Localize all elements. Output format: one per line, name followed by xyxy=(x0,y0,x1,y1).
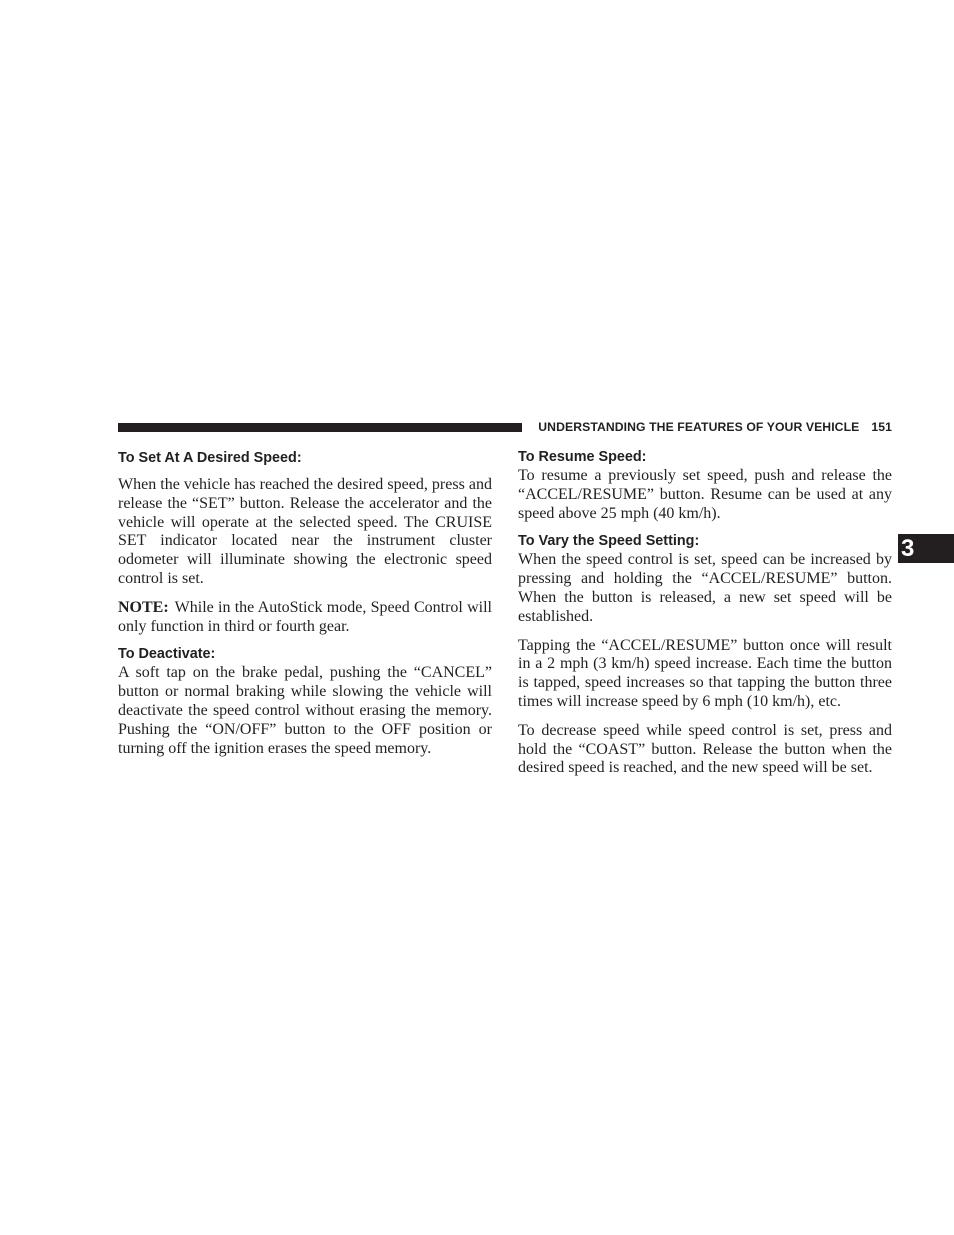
vary-body-1: When the speed control is set, speed can be increased by pressing and holding the “ACCEL/RESUME” button. When the button is released, a new set speed will be established. xyxy=(518,551,892,625)
section-title: UNDERSTANDING THE FEATURES OF YOUR VEHICLE xyxy=(538,420,860,434)
page-number: 151 xyxy=(871,420,892,434)
left-column xyxy=(118,448,492,758)
right-column xyxy=(518,447,892,778)
note-text: While in the AutoStick mode, Speed Control will only function in third or fourth gear. xyxy=(118,598,492,635)
header-rule xyxy=(118,423,522,432)
resume-body: To resume a previously set speed, push and release the “ACCEL/RESUME” button. Resume can be used at any speed above 25 mph (40 km/h). xyxy=(518,467,892,522)
deactivate-body: A soft tap on the brake pedal, pushing the “CANCEL” button or normal braking while slowing the vehicle will deactivate the speed control without erasing the memory. Pushing the “ON/OFF” button to the OFF position or turning off the ignition erases the speed memory. xyxy=(118,664,492,757)
deactivate-heading: To Deactivate: xyxy=(118,646,216,663)
note-label: NOTE: xyxy=(118,598,169,616)
vary-body-3: To decrease speed while speed control is set, press and hold the “COAST” button. Release the button when the desired speed is reached, and the new speed will be set. xyxy=(518,721,892,777)
resume-heading: To Resume Speed: xyxy=(518,449,647,465)
chapter-tab: 3 xyxy=(898,534,954,563)
set-speed-heading: To Set At A Desired Speed: xyxy=(118,450,302,466)
vary-heading: To Vary the Speed Setting: xyxy=(518,533,700,550)
note-paragraph xyxy=(118,599,492,637)
vary-body-2: Tapping the “ACCEL/RESUME” button once will result in a 2 mph (3 km/h) speed increase. Each time the button is tapped, speed increases so that tapping the button three times will increase speed by 6 mph (10 km/h), etc. xyxy=(518,636,892,710)
set-speed-body: When the vehicle has reached the desired speed, press and release the “SET” button. Release the accelerator and the vehicle will operate at the selected speed. The CRUISE SET indicator located near the instrument cluster odometer will illuminate showing the electronic speed control is set. xyxy=(118,476,492,587)
running-header xyxy=(532,420,892,434)
